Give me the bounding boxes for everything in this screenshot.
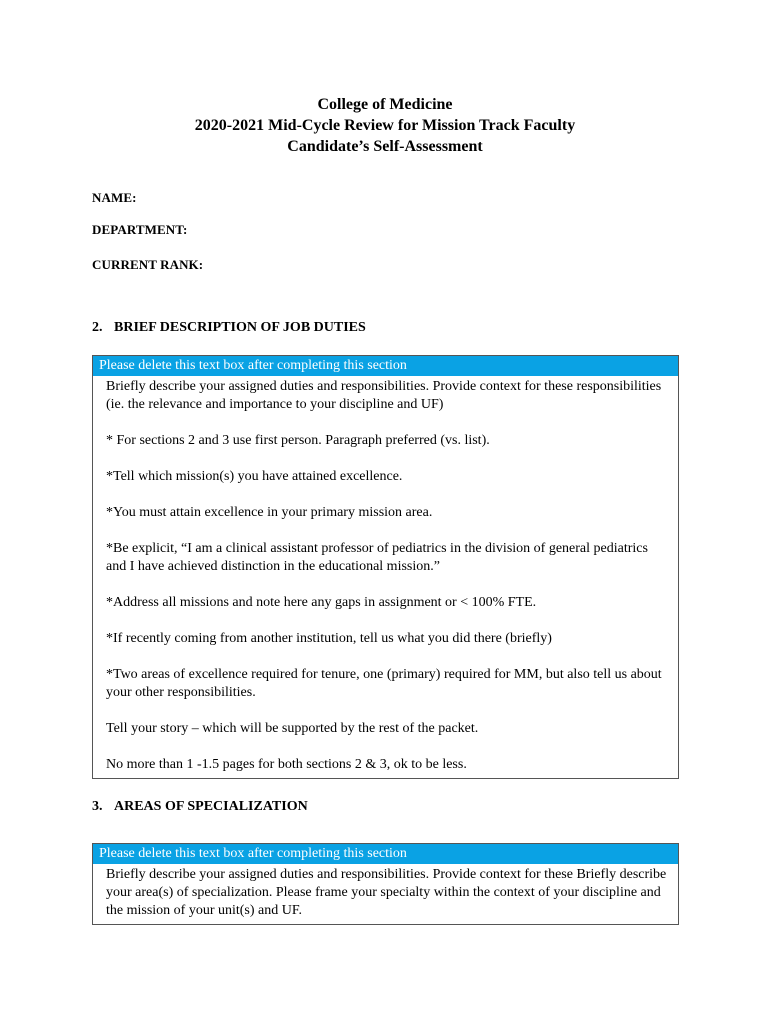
section-2-title: BRIEF DESCRIPTION OF JOB DUTIES <box>114 320 366 335</box>
section-2-heading <box>92 320 366 336</box>
section-2-paragraph: Tell your story – which will be supported by the rest of the packet. <box>106 721 479 736</box>
section-2-text-box[interactable] <box>92 355 679 779</box>
section-2-paragraph: *Tell which mission(s) you have attained excellence. <box>106 469 403 484</box>
section-3-box-header: Please delete this text box after completing this section <box>93 844 678 864</box>
section-2-number: 2. <box>92 320 103 335</box>
section-3-text-box[interactable] <box>92 843 679 925</box>
title-line-1: College of Medicine <box>317 96 453 113</box>
title-line-3: Candidate’s Self-Assessment <box>287 138 483 155</box>
section-3-title: AREAS OF SPECIALIZATION <box>114 799 308 814</box>
section-2-paragraph: Briefly describe your assigned duties and responsibilities. Provide context for these responsibilities (ie. the relevance and importance to your discipline and UF) <box>106 379 662 412</box>
section-2-paragraph: *If recently coming from another institution, tell us what you did there (briefly) <box>106 631 552 646</box>
section-2-paragraph: *You must attain excellence in your primary mission area. <box>106 505 433 520</box>
section-2-paragraph: *Two areas of excellence required for tenure, one (primary) required for MM, but also tell us about your other responsibilities. <box>106 667 662 700</box>
document-title <box>0 94 770 157</box>
section-2-box-body[interactable] <box>93 376 678 778</box>
section-2-paragraph: *Be explicit, “I am a clinical assistant professor of pediatrics in the division of general pediatrics and I have achieved distinction in the educational mission.” <box>106 541 648 574</box>
section-2-box-header: Please delete this text box after completing this section <box>93 356 678 376</box>
section-3-heading <box>92 799 308 815</box>
department-field-label: DEPARTMENT: <box>92 222 188 237</box>
section-2-paragraph: * For sections 2 and 3 use first person. Paragraph preferred (vs. list). <box>106 433 490 448</box>
name-field-label: NAME: <box>92 190 137 205</box>
section-2-paragraph: *Address all missions and note here any gaps in assignment or < 100% FTE. <box>106 595 537 610</box>
section-3-paragraph: Briefly describe your assigned duties and responsibilities. Provide context for these Briefly describe your area(s) of specialization. Please frame your specialty within the context of your discipline and the mission of your unit(s) and UF. <box>106 867 667 918</box>
section-3-number: 3. <box>92 799 103 814</box>
section-2-paragraph: No more than 1 -1.5 pages for both sections 2 & 3, ok to be less. <box>106 757 467 772</box>
current-rank-field-label: CURRENT RANK: <box>92 257 204 272</box>
title-line-2: 2020-2021 Mid-Cycle Review for Mission Track Faculty <box>194 117 576 134</box>
section-3-box-body[interactable] <box>93 864 678 924</box>
